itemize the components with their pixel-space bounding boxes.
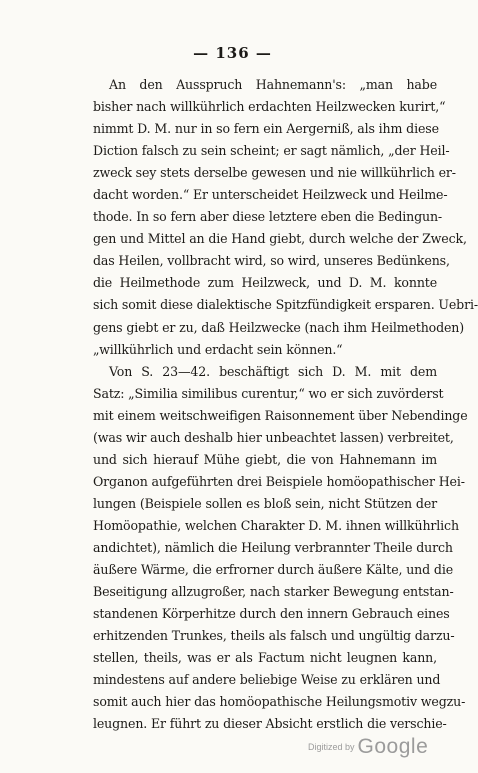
text-line: Satz: „Similia similibus curentur,“ wo er sich zuvörderst — [93, 385, 444, 401]
text-line: erhitzenden Trunkes, theils als falsch und ungültig darzu- — [93, 628, 455, 644]
page-number-header: — 136 — — [193, 44, 272, 62]
text-line: Von S. 23—42. beschäftigt sich D. M. mit dem — [109, 363, 437, 379]
watermark-brand: Google — [357, 735, 429, 758]
text-line: (was wir auch deshalb hier unbeachtet lassen) verbreitet, — [93, 429, 454, 445]
text-line: lungen (Beispiele sollen es bloß sein, nicht Stützen der — [93, 495, 437, 511]
text-line: andichtet), nämlich die Heilung verbrannter Theile durch — [93, 539, 453, 555]
text-line: zweck sey stets derselbe gewesen und nie willkührlich er- — [93, 165, 456, 181]
text-line: gen und Mittel an die Hand giebt, durch welche der Zweck, — [93, 231, 467, 247]
text-line: Beseitigung allzugroßer, nach starker Bewegung entstan- — [93, 584, 454, 600]
text-line: standenen Körperhitze durch den innern Gebrauch eines — [93, 606, 450, 622]
text-line: und sich hierauf Mühe giebt, die von Hahnemann im — [93, 451, 437, 467]
text-line: „willkührlich und erdacht sein können.“ — [93, 341, 343, 357]
text-line: somit auch hier das homöopathische Heilungsmotiv wegzu- — [93, 694, 466, 710]
text-line: mindestens auf andere beliebige Weise zu erklären und — [93, 672, 441, 688]
text-line: bisher nach willkührlich erdachten Heilzwecken kurirt,“ — [93, 99, 446, 115]
text-line: An den Ausspruch Hahnemann's: „man habe — [109, 77, 437, 92]
text-line: die Heilmethode zum Heilzweck, und D. M. konnte — [93, 275, 437, 291]
text-line: thode. In so fern aber diese letztere eben die Bedingun- — [93, 209, 443, 225]
text-line: stellen, theils, was er als Factum nicht leugnen kann, — [93, 650, 437, 666]
text-line: gens giebt er zu, daß Heilzwecke (nach ihm Heilmethoden) — [93, 319, 465, 335]
text-line: dacht worden.“ Er unterscheidet Heilzweck und Heilme- — [93, 187, 448, 203]
text-line: mit einem weitschweifigen Raisonnement über Nebendinge — [93, 407, 468, 423]
digitization-watermark — [308, 735, 428, 759]
text-line: äußere Wärme, die erfrorner durch äußere Kälte, und die — [93, 562, 453, 578]
text-line: Organon aufgeführten drei Beispiele homöopathischer Hei- — [93, 473, 465, 489]
text-line: das Heilen, vollbracht wird, so wird, unseres Bedünkens, — [93, 253, 450, 269]
text-line: nimmt D. M. nur in so fern ein Aergerniß, als ihm diese — [93, 121, 439, 137]
text-line: Diction falsch zu sein scheint; er sagt nämlich, „der Heil- — [93, 143, 450, 159]
watermark-prefix: Digitized by — [308, 742, 355, 752]
text-line: leugnen. Er führt zu dieser Absicht erstlich die verschie- — [93, 716, 447, 732]
text-line: sich somit diese dialektische Spitzfündigkeit ersparen. Uebri- — [93, 297, 478, 313]
body-text — [93, 74, 478, 735]
text-line: Homöopathie, welchen Charakter D. M. ihnen willkührlich — [93, 517, 459, 533]
